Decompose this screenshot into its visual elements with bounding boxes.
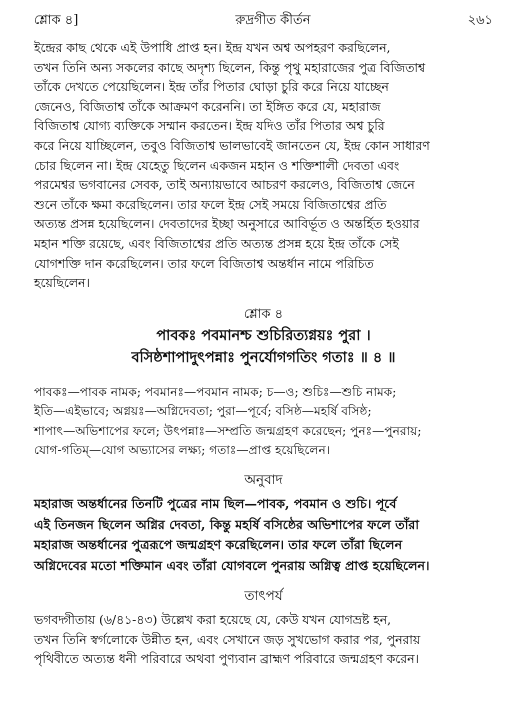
text-line: করে নিয়ে যাচ্ছিলেন, তবুও বিজিতাশ্ব ভালভাবেই জানতেন যে, ইন্দ্র কোন সাধারণ bbox=[34, 137, 430, 153]
purport-line: তখন তিনি স্বর্গলোকে উন্নীত হন, এবং সেখানে জড় সুখভোগ করার পর, পুনরায় bbox=[34, 631, 421, 647]
text-line: চোর ছিলেন না। ইন্দ্র যেহেতু ছিলেন একজন মহান ও শক্তিশালী দেবতা এবং bbox=[34, 157, 400, 173]
synonym-line: পাবকঃ—পাবক নামক; পবমানঃ—পবমান নামক; চ—ও; শুচিঃ—শুচি নামক; bbox=[34, 384, 397, 399]
text-line: ইন্দ্রের কাছ থেকে এই উপাধি প্রাপ্ত হন। ইন্দ্র যখন অশ্ব অপহরণ করছিলেন, bbox=[34, 40, 391, 55]
synonym-line: ইতি—এইভাবে; অগ্নয়ঃ—অগ্নিদেবতা; পুরা—পূর্বে; বসিষ্ঠ—মহর্ষি বসিষ্ঠ; bbox=[34, 404, 372, 419]
verse-line-2: বসিষ্ঠশাপাদুৎপন্নাঃ পুনর্যোগগতিং গতাঃ ॥ ৪ ॥ bbox=[131, 348, 396, 366]
purport-line: পৃথিবীতে অত্যন্ত ধনী পরিবারে অথবা পুণ্যবান ব্রাহ্মণ পরিবারে জন্মগ্রহণ করেন। bbox=[34, 651, 419, 667]
intro-paragraph bbox=[34, 38, 493, 293]
text-line: জেনেও, বিজিতাশ্ব তাঁকে আক্রমণ করেননি। তা ইঙ্গিত করে যে, মহারাজ bbox=[34, 98, 381, 114]
header-verse-ref: শ্লোক ৪] bbox=[34, 13, 79, 28]
translation-line: অগ্নিদেবের মতো শক্তিমান এবং তাঁরা যোগবলে পুনরায় অগ্নিত্ব প্রাপ্ত হয়েছিলেন। bbox=[34, 557, 430, 573]
text-line: তাঁকে দেখতে পেয়েছিলেন। ইন্দ্র তাঁর পিতার ঘোড়া চুরি করে নিয়ে যাচ্ছেন bbox=[34, 79, 389, 95]
translation-line: এই তিনজন ছিলেন অগ্নির দেবতা, কিন্তু মহর্ষি বসিষ্ঠের অভিশাপের ফলে তাঁরা bbox=[34, 516, 419, 532]
translation-line: মহারাজ অন্তর্ধানের তিনটি পুত্রের নাম ছিল—পাবক, পবমান ও শুচি। পূর্বে bbox=[34, 496, 397, 512]
text-line: পরমেশ্বর ভগবানের সেবক, তাই অন্যায়ভাবে আচরণ করলেও, বিজিতাশ্ব জেনে bbox=[34, 177, 415, 193]
text-line: অত্যন্ত প্রসন্ন হয়েছিলেন। দেবতাদের ইচ্ছা অনুসারে আবির্ভূত ও অন্তর্হিত হওয়ার bbox=[34, 216, 420, 232]
translation-block bbox=[34, 494, 493, 576]
text-line: হয়েছিলেন। bbox=[34, 275, 90, 291]
running-header bbox=[34, 12, 493, 34]
synonym-line: যোগ-গতিম্—যোগ অভ্যাসের লক্ষ্য; গতাঃ—প্রাপ্ত হয়েছিলেন। bbox=[34, 442, 331, 457]
text-line: বিজিতাশ্ব যোগ্য ব্যক্তিকে সম্মান করতেন। ইন্দ্র যদিও তাঁর পিতার অশ্ব চুরি bbox=[34, 118, 385, 134]
synonym-line: শাপাৎ—অভিশাপের ফলে; উৎপন্নাঃ—সম্প্রতি জন্মগ্রহণ করেছেন; পুনঃ—পুনরায়; bbox=[34, 423, 422, 438]
verse-line-1: পাবকঃ পবমানশ্চ শুচিরিত্যগ্নয়ঃ পুরা । bbox=[156, 326, 371, 344]
header-chapter-title: রুদ্রগীত কীর্তন bbox=[235, 13, 311, 28]
text-line: মহান শক্তি রয়েছে, এবং বিজিতাশ্বের প্রতি অত্যন্ত প্রসন্ন হয়ে ইন্দ্র তাঁকে সেই bbox=[34, 235, 399, 251]
text-line: তখন তিনি অন্য সকলের কাছে অদৃশ্য ছিলেন, কিন্তু পৃথু মহারাজের পুত্র বিজিতাশ্ব bbox=[34, 59, 426, 75]
synonyms-block bbox=[34, 383, 493, 461]
purport-line: ভগবদ্গীতায় (৬/৪১-৪৩) উল্লেখ করা হয়েছে যে, কেউ যখন যোগভ্রষ্ট হন, bbox=[34, 611, 392, 627]
verse-heading: শ্লোক ৪ bbox=[243, 306, 284, 322]
purport-block bbox=[34, 610, 493, 669]
text-line: যোগশক্তি দান করেছিলেন। তার ফলে বিজিতাশ্ব অন্তর্ধান নামে পরিচিত bbox=[34, 255, 374, 271]
page-number: ২৬১ bbox=[467, 13, 493, 28]
translation-line: মহারাজ অন্তর্ধানের পুত্ররূপে জন্মগ্রহণ করেছিলেন। তার ফলে তাঁরা ছিলেন bbox=[34, 537, 403, 553]
purport-title: তাৎপর্য bbox=[244, 587, 283, 604]
translation-title: অনুবাদ bbox=[244, 472, 283, 489]
text-line: শুনে তাঁকে ক্ষমা করেছিলেন। তার ফলে ইন্দ্র সেই সময়ে বিজিতাশ্বের প্রতি bbox=[34, 196, 387, 212]
